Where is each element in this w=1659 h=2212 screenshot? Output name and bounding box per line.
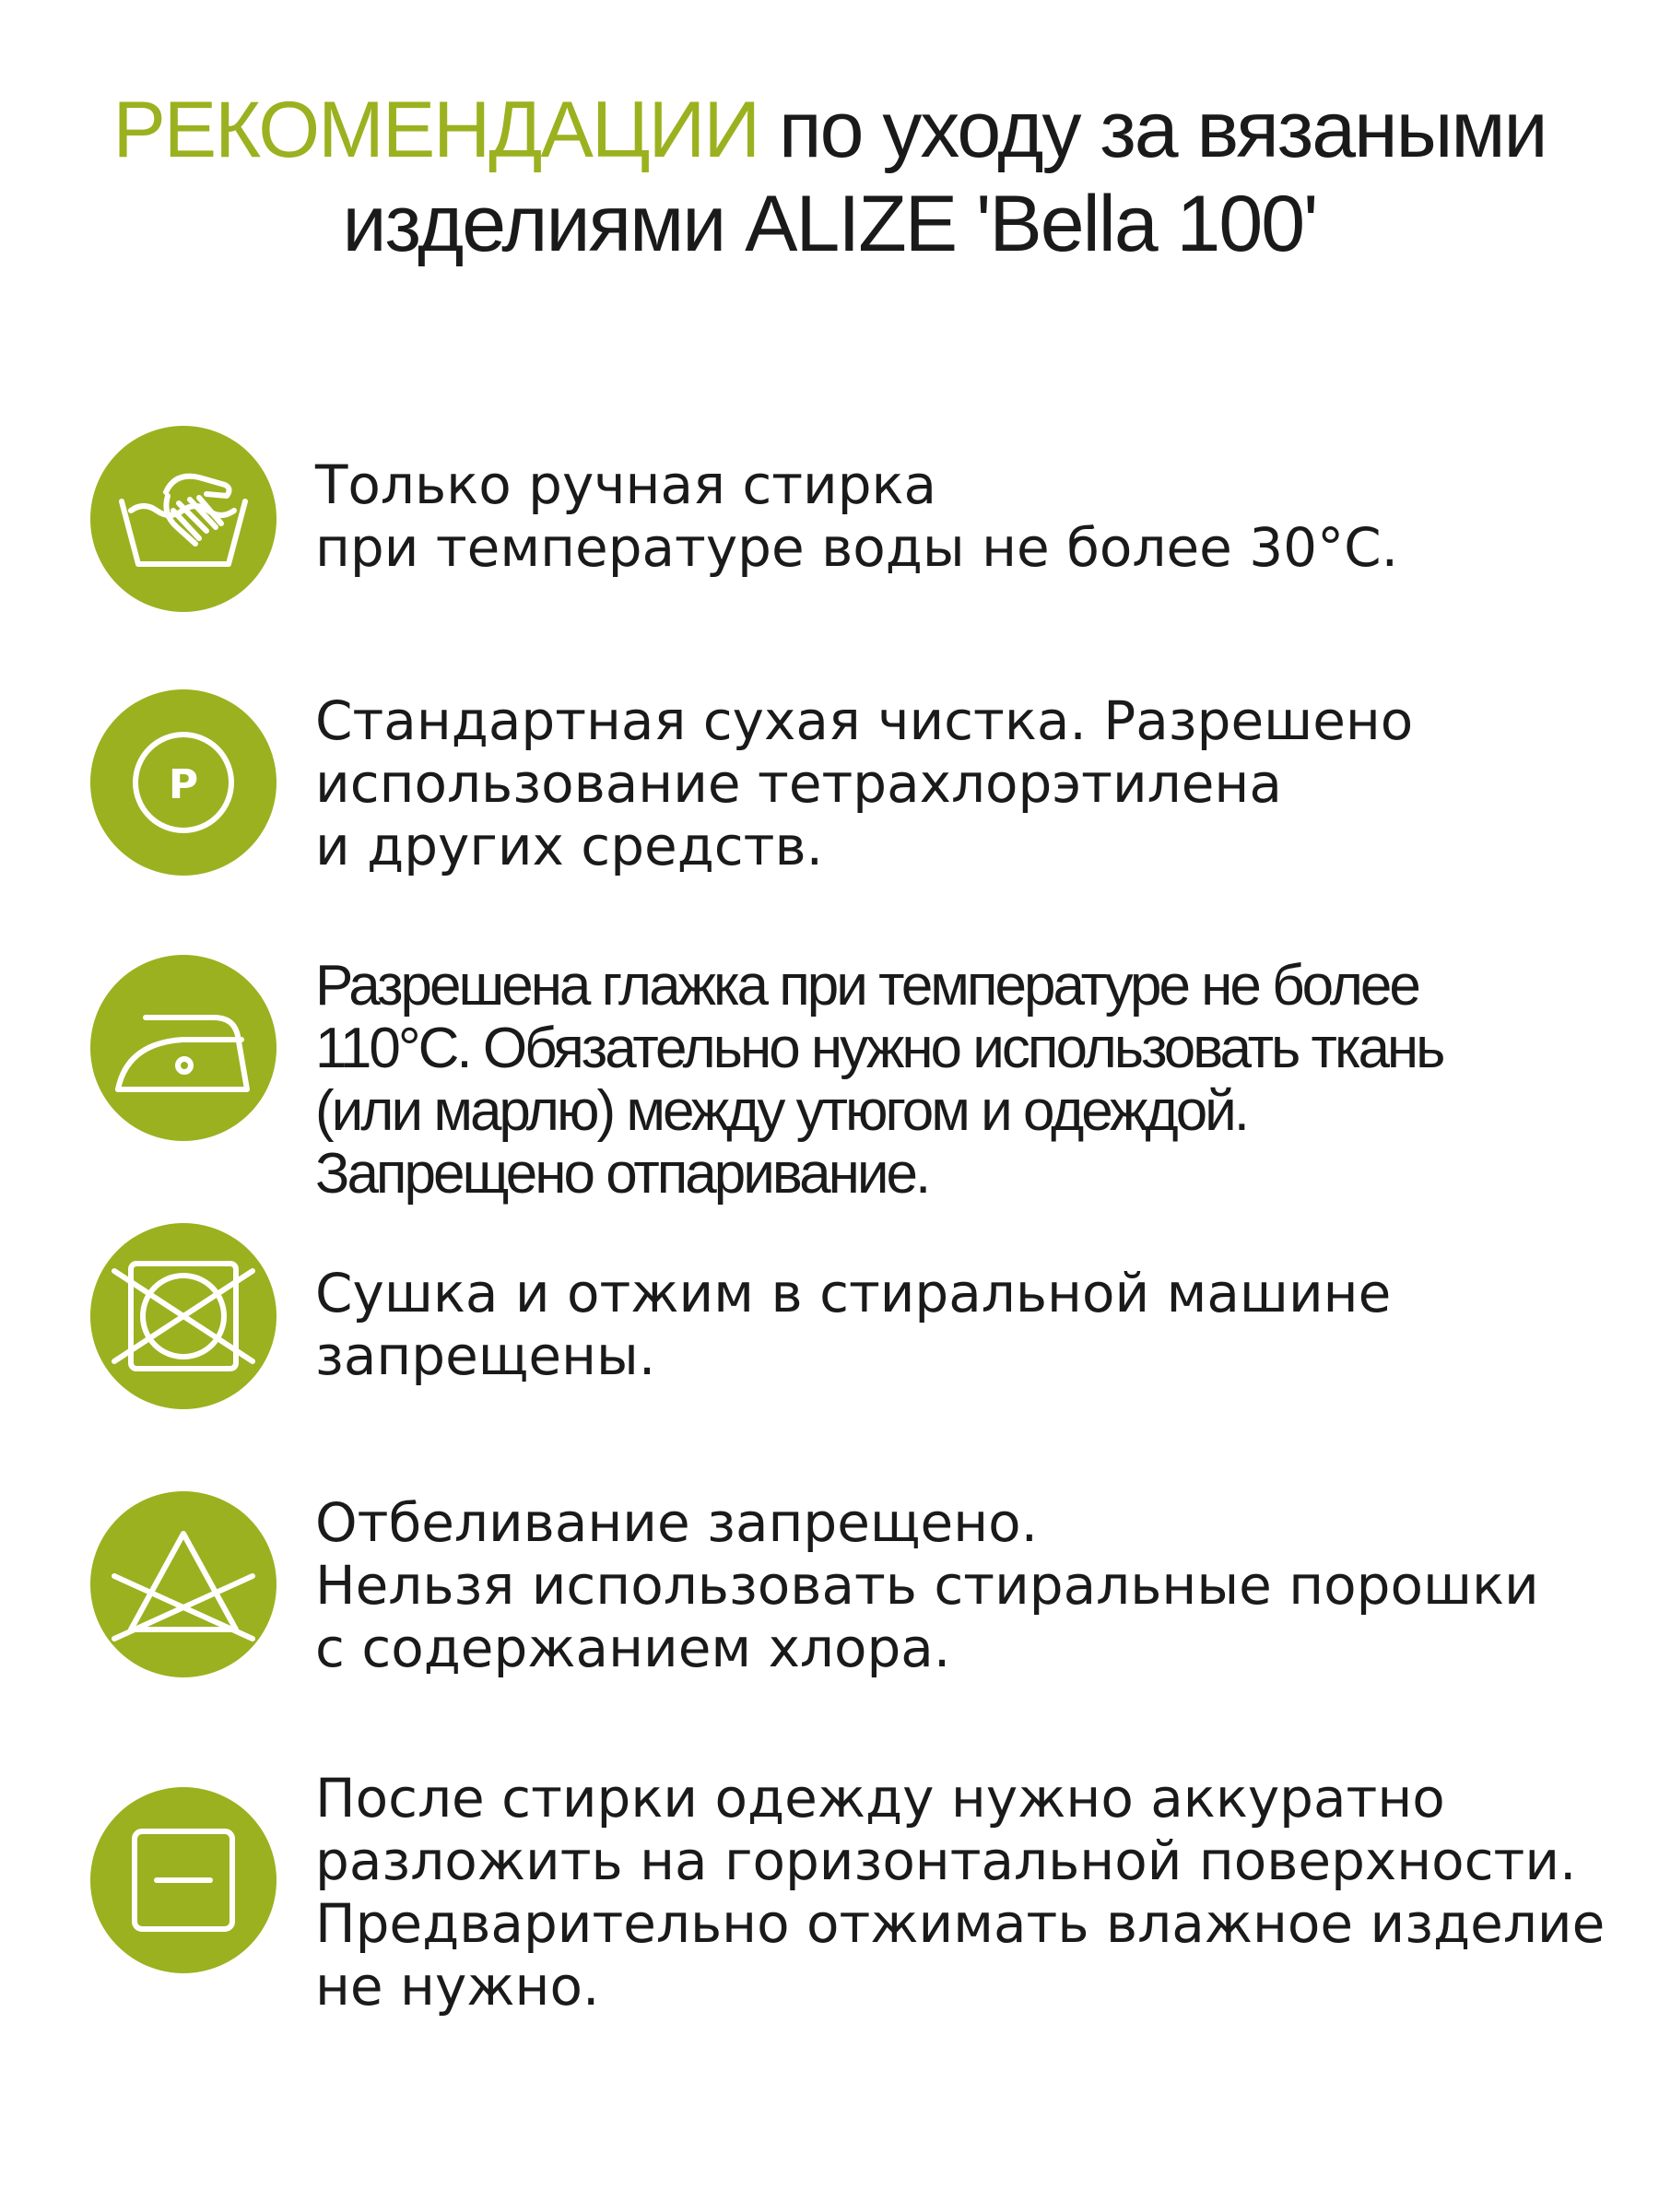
svg-text:P: P [168, 761, 199, 808]
no-bleach-icon [90, 1491, 276, 1677]
title-accent: РЕКОМЕНДАЦИИ [112, 86, 759, 174]
dry-flat-icon [90, 1787, 276, 1973]
iron-one-dot-icon [90, 955, 276, 1141]
hand-wash-icon [90, 426, 276, 612]
care-text-no-bleach: Отбеливание запрещено. Нельзя использовать стиральные порошки с содержанием хлора. [315, 1491, 1539, 1679]
care-text-no-tumble-dry: Сушка и отжим в стиральной машине запрещены. [315, 1262, 1392, 1387]
care-text-ironing: Разрешена глажка при температуре не более 110°C. Обязательно нужно использовать ткань (или марлю) между утюгом и одеждой. Запрещено отпаривание. [315, 954, 1443, 1206]
care-text-dry-clean: Стандартная сухая чистка. Разрешено использование тетрахлорэтилена и других средств. [315, 689, 1414, 877]
dry-clean-p-icon [90, 689, 276, 876]
care-text-dry-flat: После стирки одежду нужно аккуратно разложить на горизонтальной поверхности. Предварительно отжимать влажное изделие не нужно. [315, 1767, 1606, 2018]
title-line2: изделиями ALIZE 'Bella 100' [342, 180, 1317, 268]
page-title [0, 83, 1659, 271]
title-rest: по уходу за вязаными [759, 86, 1547, 174]
no-tumble-dry-icon [90, 1223, 276, 1409]
care-text-hand-wash: Только ручная стирка при температуре воды не более 30°C. [315, 453, 1399, 579]
